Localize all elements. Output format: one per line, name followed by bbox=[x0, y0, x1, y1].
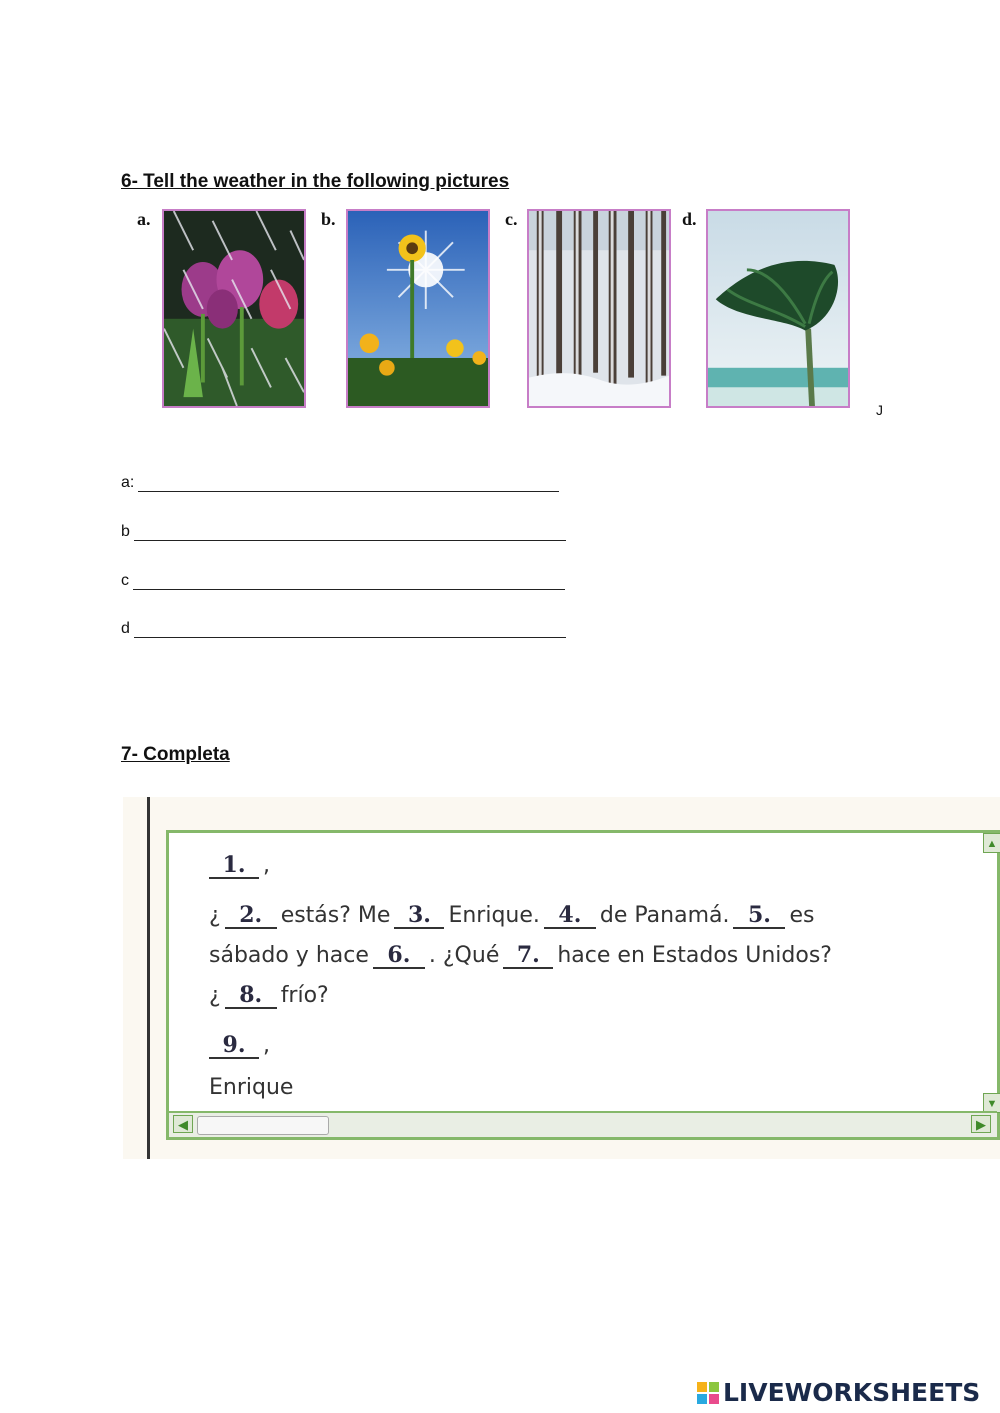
blank-8[interactable]: 8. bbox=[225, 983, 277, 1009]
picture-letter-b: b. bbox=[321, 209, 336, 229]
letter-line-1 bbox=[209, 853, 270, 879]
letter-panel bbox=[166, 830, 1000, 1140]
q-open-2: ¿ bbox=[209, 983, 221, 1008]
snowy-forest-picture bbox=[527, 209, 671, 408]
section-7-heading: 7- Completa bbox=[121, 744, 230, 765]
logo-square bbox=[697, 1382, 707, 1392]
blank-2[interactable]: 2. bbox=[225, 903, 277, 929]
scroll-down-icon[interactable]: ▼ bbox=[983, 1093, 1000, 1113]
text-frio: frío? bbox=[280, 983, 329, 1008]
answer-label-d: d bbox=[121, 620, 130, 637]
letter-frame bbox=[123, 797, 1000, 1159]
comma-2: , bbox=[263, 1033, 270, 1058]
text-sabado: sábado y hace bbox=[209, 943, 369, 968]
logo-square bbox=[709, 1394, 719, 1404]
answer-line-c[interactable] bbox=[133, 573, 565, 590]
answer-c bbox=[121, 572, 565, 590]
picture-letter-d: d. bbox=[682, 209, 697, 229]
text-hace-eeuu: hace en Estados Unidos? bbox=[557, 943, 832, 968]
liveworksheets-logo-icon bbox=[697, 1382, 719, 1404]
blank-9[interactable]: 9. bbox=[209, 1033, 259, 1059]
text-de-panama: de Panamá. bbox=[599, 903, 730, 928]
scroll-up-icon[interactable]: ▲ bbox=[983, 833, 1000, 853]
blank-4[interactable]: 4. bbox=[544, 903, 596, 929]
letter-line-2 bbox=[209, 903, 814, 929]
answer-line-a[interactable] bbox=[138, 475, 559, 492]
answer-d bbox=[121, 620, 566, 638]
answer-label-a: a: bbox=[121, 474, 135, 491]
text-enrique: Enrique. bbox=[448, 903, 540, 928]
sunny-flower-picture bbox=[346, 209, 490, 408]
scroll-thumb[interactable] bbox=[197, 1116, 329, 1135]
liveworksheets-brand bbox=[697, 1378, 980, 1407]
text-signature: Enrique bbox=[209, 1075, 294, 1100]
text-es: es bbox=[789, 903, 815, 928]
section-6-heading: 6- Tell the weather in the following pictures bbox=[121, 171, 510, 192]
picture-letter-c: c. bbox=[505, 209, 518, 229]
blank-5[interactable]: 5. bbox=[733, 903, 785, 929]
letter-line-6 bbox=[209, 1075, 293, 1100]
answer-a bbox=[121, 474, 559, 492]
letter-line-5 bbox=[209, 1033, 270, 1059]
letter-line-3 bbox=[209, 943, 832, 969]
answer-b bbox=[121, 523, 566, 541]
letter-line-4 bbox=[209, 983, 329, 1009]
blank-3[interactable]: 3. bbox=[394, 903, 444, 929]
text-que: . ¿Qué bbox=[428, 943, 500, 968]
answer-line-d[interactable] bbox=[134, 621, 566, 638]
blank-1[interactable]: 1. bbox=[209, 853, 259, 879]
answer-label-c: c bbox=[121, 572, 129, 589]
windy-palm-picture bbox=[706, 209, 850, 408]
scroll-left-icon[interactable]: ◀ bbox=[173, 1115, 193, 1133]
frame-divider bbox=[147, 797, 150, 1159]
q-open-1: ¿ bbox=[209, 903, 221, 928]
text-estas-me: estás? Me bbox=[280, 903, 391, 928]
blank-7[interactable]: 7. bbox=[503, 943, 553, 969]
logo-square bbox=[697, 1394, 707, 1404]
comma-1: , bbox=[263, 853, 270, 878]
horizontal-scrollbar[interactable] bbox=[169, 1111, 997, 1137]
stray-mark: J bbox=[876, 402, 883, 418]
picture-letter-a: a. bbox=[137, 209, 151, 229]
scroll-right-icon[interactable]: ▶ bbox=[971, 1115, 991, 1133]
answer-line-b[interactable] bbox=[134, 524, 566, 541]
rain-flowers-picture bbox=[162, 209, 306, 408]
logo-square bbox=[709, 1382, 719, 1392]
vertical-scrollbar[interactable] bbox=[983, 833, 1000, 1113]
answer-label-b: b bbox=[121, 523, 130, 540]
brand-name: LIVEWORKSHEETS bbox=[723, 1378, 981, 1407]
blank-6[interactable]: 6. bbox=[373, 943, 425, 969]
